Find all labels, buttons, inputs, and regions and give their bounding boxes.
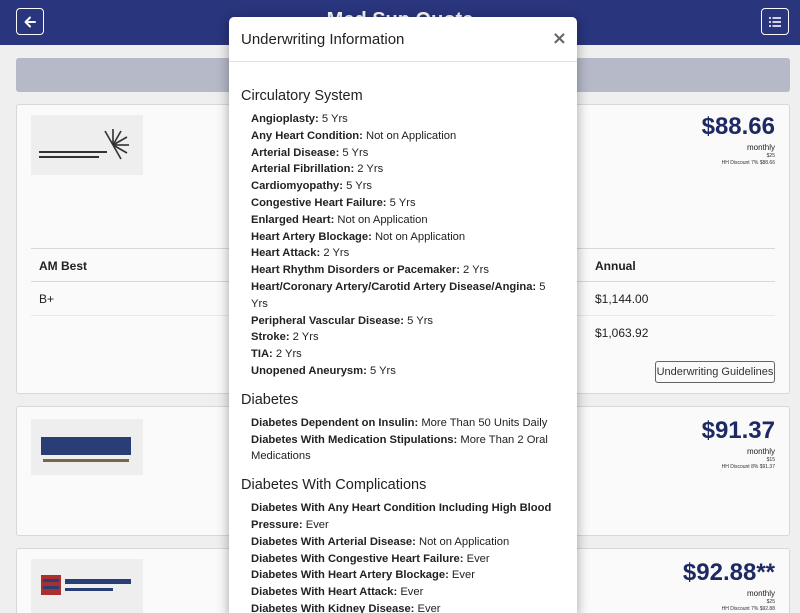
condition-value: 5 Yrs [407, 314, 434, 327]
table-cell: $1,063.92 [595, 326, 649, 340]
condition-item [251, 329, 565, 346]
condition-item [251, 178, 565, 195]
underwriting-section [241, 88, 565, 380]
underwriting-modal [229, 17, 577, 613]
condition-value: Not on Application [374, 230, 466, 243]
column-header-am-best: AM Best [39, 259, 88, 273]
condition-label: Congestive Heart Failure: [251, 196, 387, 209]
condition-item [251, 500, 565, 534]
condition-value: 2 Yrs [463, 264, 489, 277]
condition-label: Arterial Fibrillation: [251, 163, 355, 176]
condition-label: Enlarged Heart: [251, 213, 335, 226]
condition-item [251, 313, 565, 330]
condition-item [251, 195, 565, 212]
condition-item [251, 262, 565, 279]
price-fee: $25 [766, 153, 775, 159]
condition-item [251, 415, 565, 432]
condition-item [251, 346, 565, 363]
condition-value: Not on Application [418, 535, 510, 548]
condition-label: Any Heart Condition: [251, 129, 363, 142]
condition-value: Not on Application [337, 213, 428, 226]
condition-item [251, 279, 565, 313]
price-discount: HH Discount 7% $88.66 [721, 160, 775, 166]
underwriting-guidelines-button[interactable]: Underwriting Guidelines [655, 361, 775, 383]
condition-label: Diabetes With Medication Stipulations: [251, 433, 458, 446]
condition-item [251, 212, 565, 229]
condition-label: Heart Rhythm Disorders or Pacemaker: [251, 264, 460, 277]
section-title: Circulatory System [241, 88, 363, 104]
condition-label: Unopened Aneurysm: [251, 364, 367, 377]
condition-item [251, 229, 565, 246]
price-amount: $92.88** [682, 559, 775, 586]
condition-list [241, 111, 565, 380]
condition-item [251, 245, 565, 262]
section-title: Diabetes With Complications [241, 477, 427, 494]
condition-label: Heart/Coronary Artery/Carotid Artery Disease/Angina: [251, 280, 537, 293]
condition-value: 5 Yrs [251, 280, 546, 310]
condition-item [251, 584, 565, 601]
condition-list [241, 500, 565, 613]
condition-item [251, 363, 565, 380]
condition-label: Diabetes With Heart Artery Blockage: [251, 569, 449, 582]
section-title: Diabetes [241, 391, 299, 408]
condition-value: Ever [451, 569, 475, 582]
price-amount: $88.66 [701, 113, 775, 140]
condition-value: 2 Yrs [275, 348, 302, 361]
table-cell: $1,144.00 [595, 292, 649, 306]
condition-label: Diabetes With Any Heart Condition Including High Blood Pressure: [251, 502, 552, 531]
price-period: monthly [746, 447, 775, 456]
condition-value: 2 Yrs [323, 247, 350, 260]
condition-value: 5 Yrs [321, 113, 348, 125]
condition-item [251, 551, 565, 568]
condition-item [251, 432, 565, 466]
condition-item [251, 534, 565, 551]
condition-value: 2 Yrs [292, 331, 319, 344]
column-header-annual: Annual [595, 259, 636, 273]
condition-item [251, 128, 565, 145]
price-amount: $91.37 [701, 417, 775, 444]
condition-value: Ever [400, 586, 424, 599]
condition-value: 5 Yrs [346, 180, 373, 193]
condition-label: Diabetes Dependent on Insulin: [251, 416, 419, 429]
modal-title: Underwriting Information [241, 31, 405, 48]
condition-value: More Than 50 Units Daily [421, 416, 548, 429]
condition-label: Arterial Disease: [251, 146, 340, 159]
condition-list [241, 415, 565, 465]
condition-item [251, 145, 565, 162]
price-period: monthly [746, 589, 775, 598]
condition-value: 5 Yrs [342, 146, 369, 159]
underwriting-section [241, 477, 565, 613]
price-discount: HH Discount 8% $91.37 [721, 464, 775, 470]
condition-label: Diabetes With Heart Attack: [251, 586, 398, 599]
condition-value: 5 Yrs [369, 364, 396, 377]
condition-value: 5 Yrs [389, 196, 416, 209]
modal-header [229, 17, 577, 62]
condition-label: Stroke: [251, 331, 290, 344]
table-cell: B+ [39, 292, 55, 306]
price-fee: $25 [766, 599, 775, 605]
condition-label: Cardiomyopathy: [251, 180, 343, 193]
condition-label: Angioplasty: [251, 113, 319, 125]
condition-value: Ever [305, 518, 329, 531]
condition-value: More Than 2 Oral Medications [251, 433, 548, 463]
price-fee: $15 [766, 457, 775, 463]
condition-value: 2 Yrs [357, 163, 384, 176]
close-button[interactable]: × [551, 28, 567, 49]
condition-item [251, 111, 565, 128]
condition-item [251, 161, 565, 178]
modal-body[interactable] [229, 62, 577, 613]
condition-label: TIA: [251, 348, 273, 361]
condition-label: Heart Attack: [251, 247, 321, 260]
condition-label: Peripheral Vascular Disease: [251, 314, 404, 327]
price-discount: HH Discount 7% $92.88 [721, 606, 775, 612]
condition-item [251, 567, 565, 584]
condition-item [251, 601, 565, 613]
condition-label: Diabetes With Kidney Disease: [251, 602, 415, 613]
condition-label: Diabetes With Congestive Heart Failure: [251, 552, 464, 565]
condition-label: Heart Artery Blockage: [251, 230, 372, 243]
condition-label: Diabetes With Arterial Disease: [251, 535, 416, 548]
condition-value: Ever [466, 552, 490, 565]
underwriting-section [241, 392, 565, 465]
condition-value: Not on Application [365, 129, 457, 142]
condition-value: Ever [417, 602, 441, 613]
price-period: monthly [746, 143, 775, 152]
